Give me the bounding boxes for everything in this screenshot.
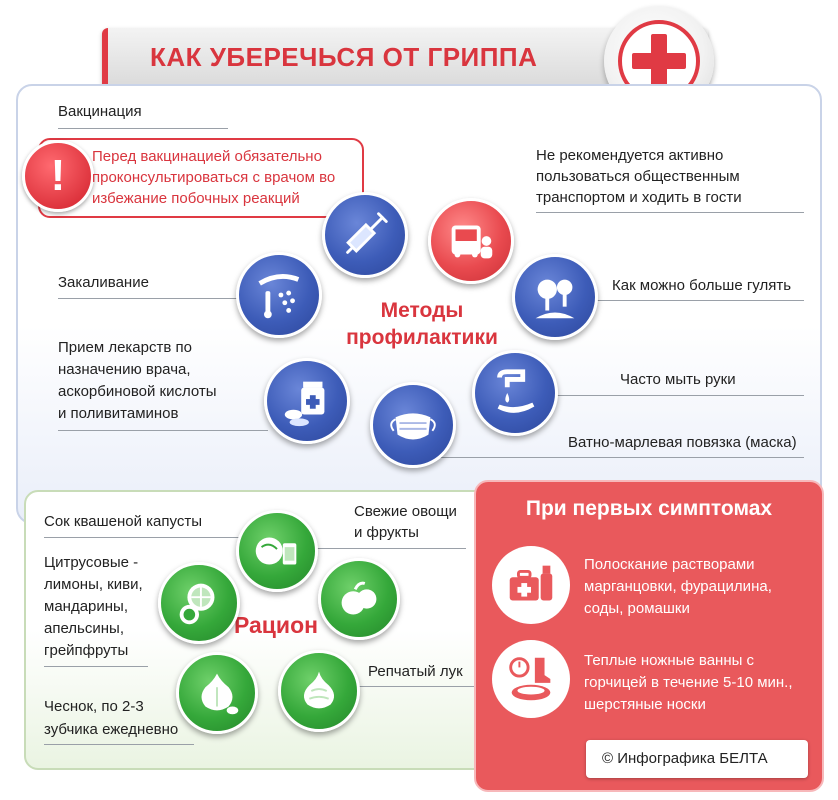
vegetables-line-2: и фрукты: [354, 524, 419, 541]
vegetables-line-1: Свежие овощи: [354, 503, 457, 520]
first-aid-kit-icon: [492, 546, 570, 624]
foot-bath-line-3: шерстяные носки: [584, 696, 706, 713]
transport-line-3: транспортом и ходить в гости: [536, 189, 742, 206]
garlic-icon: [176, 652, 258, 734]
foot-bath-line-2: горчицей в течение 5-10 мин.,: [584, 674, 793, 691]
citrus-line-2: лимоны, киви,: [44, 576, 143, 593]
medicine-line-1: Прием лекарств по: [58, 339, 192, 356]
walk-underline: [578, 300, 804, 301]
garlic-line-1: Чеснок, по 2-3: [44, 698, 144, 715]
vegetables-underline: [316, 548, 466, 549]
vaccination-underline: [58, 128, 228, 129]
foot-bath-icon: [492, 640, 570, 718]
transport-underline: [536, 212, 804, 213]
mask-icon: [370, 382, 456, 468]
cabbage-icon: [236, 510, 318, 592]
mask-label: Ватно-марлевая повязка (маска): [568, 434, 797, 451]
medicine-line-2: назначению врача,: [58, 361, 191, 378]
hardening-underline: [58, 298, 238, 299]
garlic-underline: [44, 744, 194, 745]
walk-label: Как можно больше гулять: [612, 277, 792, 294]
faucet-icon: [472, 350, 558, 436]
plus-icon-bar: [632, 53, 686, 69]
medicine-icon: [264, 358, 350, 444]
mask-underline: [440, 457, 804, 458]
citrus-line-1: Цитрусовые -: [44, 554, 139, 571]
hands-label: Часто мыть руки: [620, 371, 736, 388]
citrus-icon: [158, 562, 240, 644]
medicine-line-4: и поливитаминов: [58, 405, 179, 422]
transport-line-2: пользоваться общественным: [536, 168, 740, 185]
foot-bath-line-1: Теплые ножные ванны с: [584, 652, 755, 669]
sauerkraut-underline: [44, 537, 240, 538]
syringe-icon: [322, 192, 408, 278]
citrus-underline: [44, 666, 148, 667]
apple-icon: [318, 558, 400, 640]
hands-underline: [548, 395, 804, 396]
transport-line-1: Не рекомендуется активно: [536, 147, 724, 164]
methods-title-line-1: Методы: [380, 299, 464, 322]
symptoms-title: При первых симптомах: [525, 497, 773, 520]
garlic-line-2: зубчика ежедневно: [44, 721, 179, 738]
shower-icon: [236, 252, 322, 338]
citrus-line-4: апельсины,: [44, 620, 124, 637]
citrus-line-5: грейпфруты: [44, 642, 129, 659]
page-title: КАК УБЕРЕЧЬСЯ ОТ ГРИППА: [150, 42, 538, 72]
citrus-line-3: мандарины,: [44, 598, 128, 615]
onion-label: Репчатый лук: [368, 663, 463, 680]
diet-title: Рацион: [233, 612, 319, 638]
medicine-line-3: аскорбиновой кислоты: [58, 383, 217, 400]
tree-icon: [512, 254, 598, 340]
methods-title-line-2: профилактики: [346, 326, 498, 349]
hardening-label: Закаливание: [58, 274, 149, 291]
onion-icon: [278, 650, 360, 732]
sauerkraut-label: Сок квашеной капусты: [44, 513, 202, 530]
exclamation-icon: !: [50, 151, 66, 200]
bus-icon: [428, 198, 514, 284]
gargle-line-3: соды, ромашки: [584, 600, 690, 617]
gargle-line-2: марганцовки, фурацилина,: [584, 578, 772, 595]
gargle-line-1: Полоскание растворами: [584, 556, 755, 573]
vaccination-label: Вакцинация: [58, 103, 142, 120]
methods-title: [322, 297, 522, 351]
credit-text: © Инфографика БЕЛТА: [602, 750, 768, 767]
medicine-underline: [58, 430, 268, 431]
warning-text: Перед вакцинацией обязательно проконсультироваться с врачом во избежание побочных реакций: [92, 148, 336, 207]
